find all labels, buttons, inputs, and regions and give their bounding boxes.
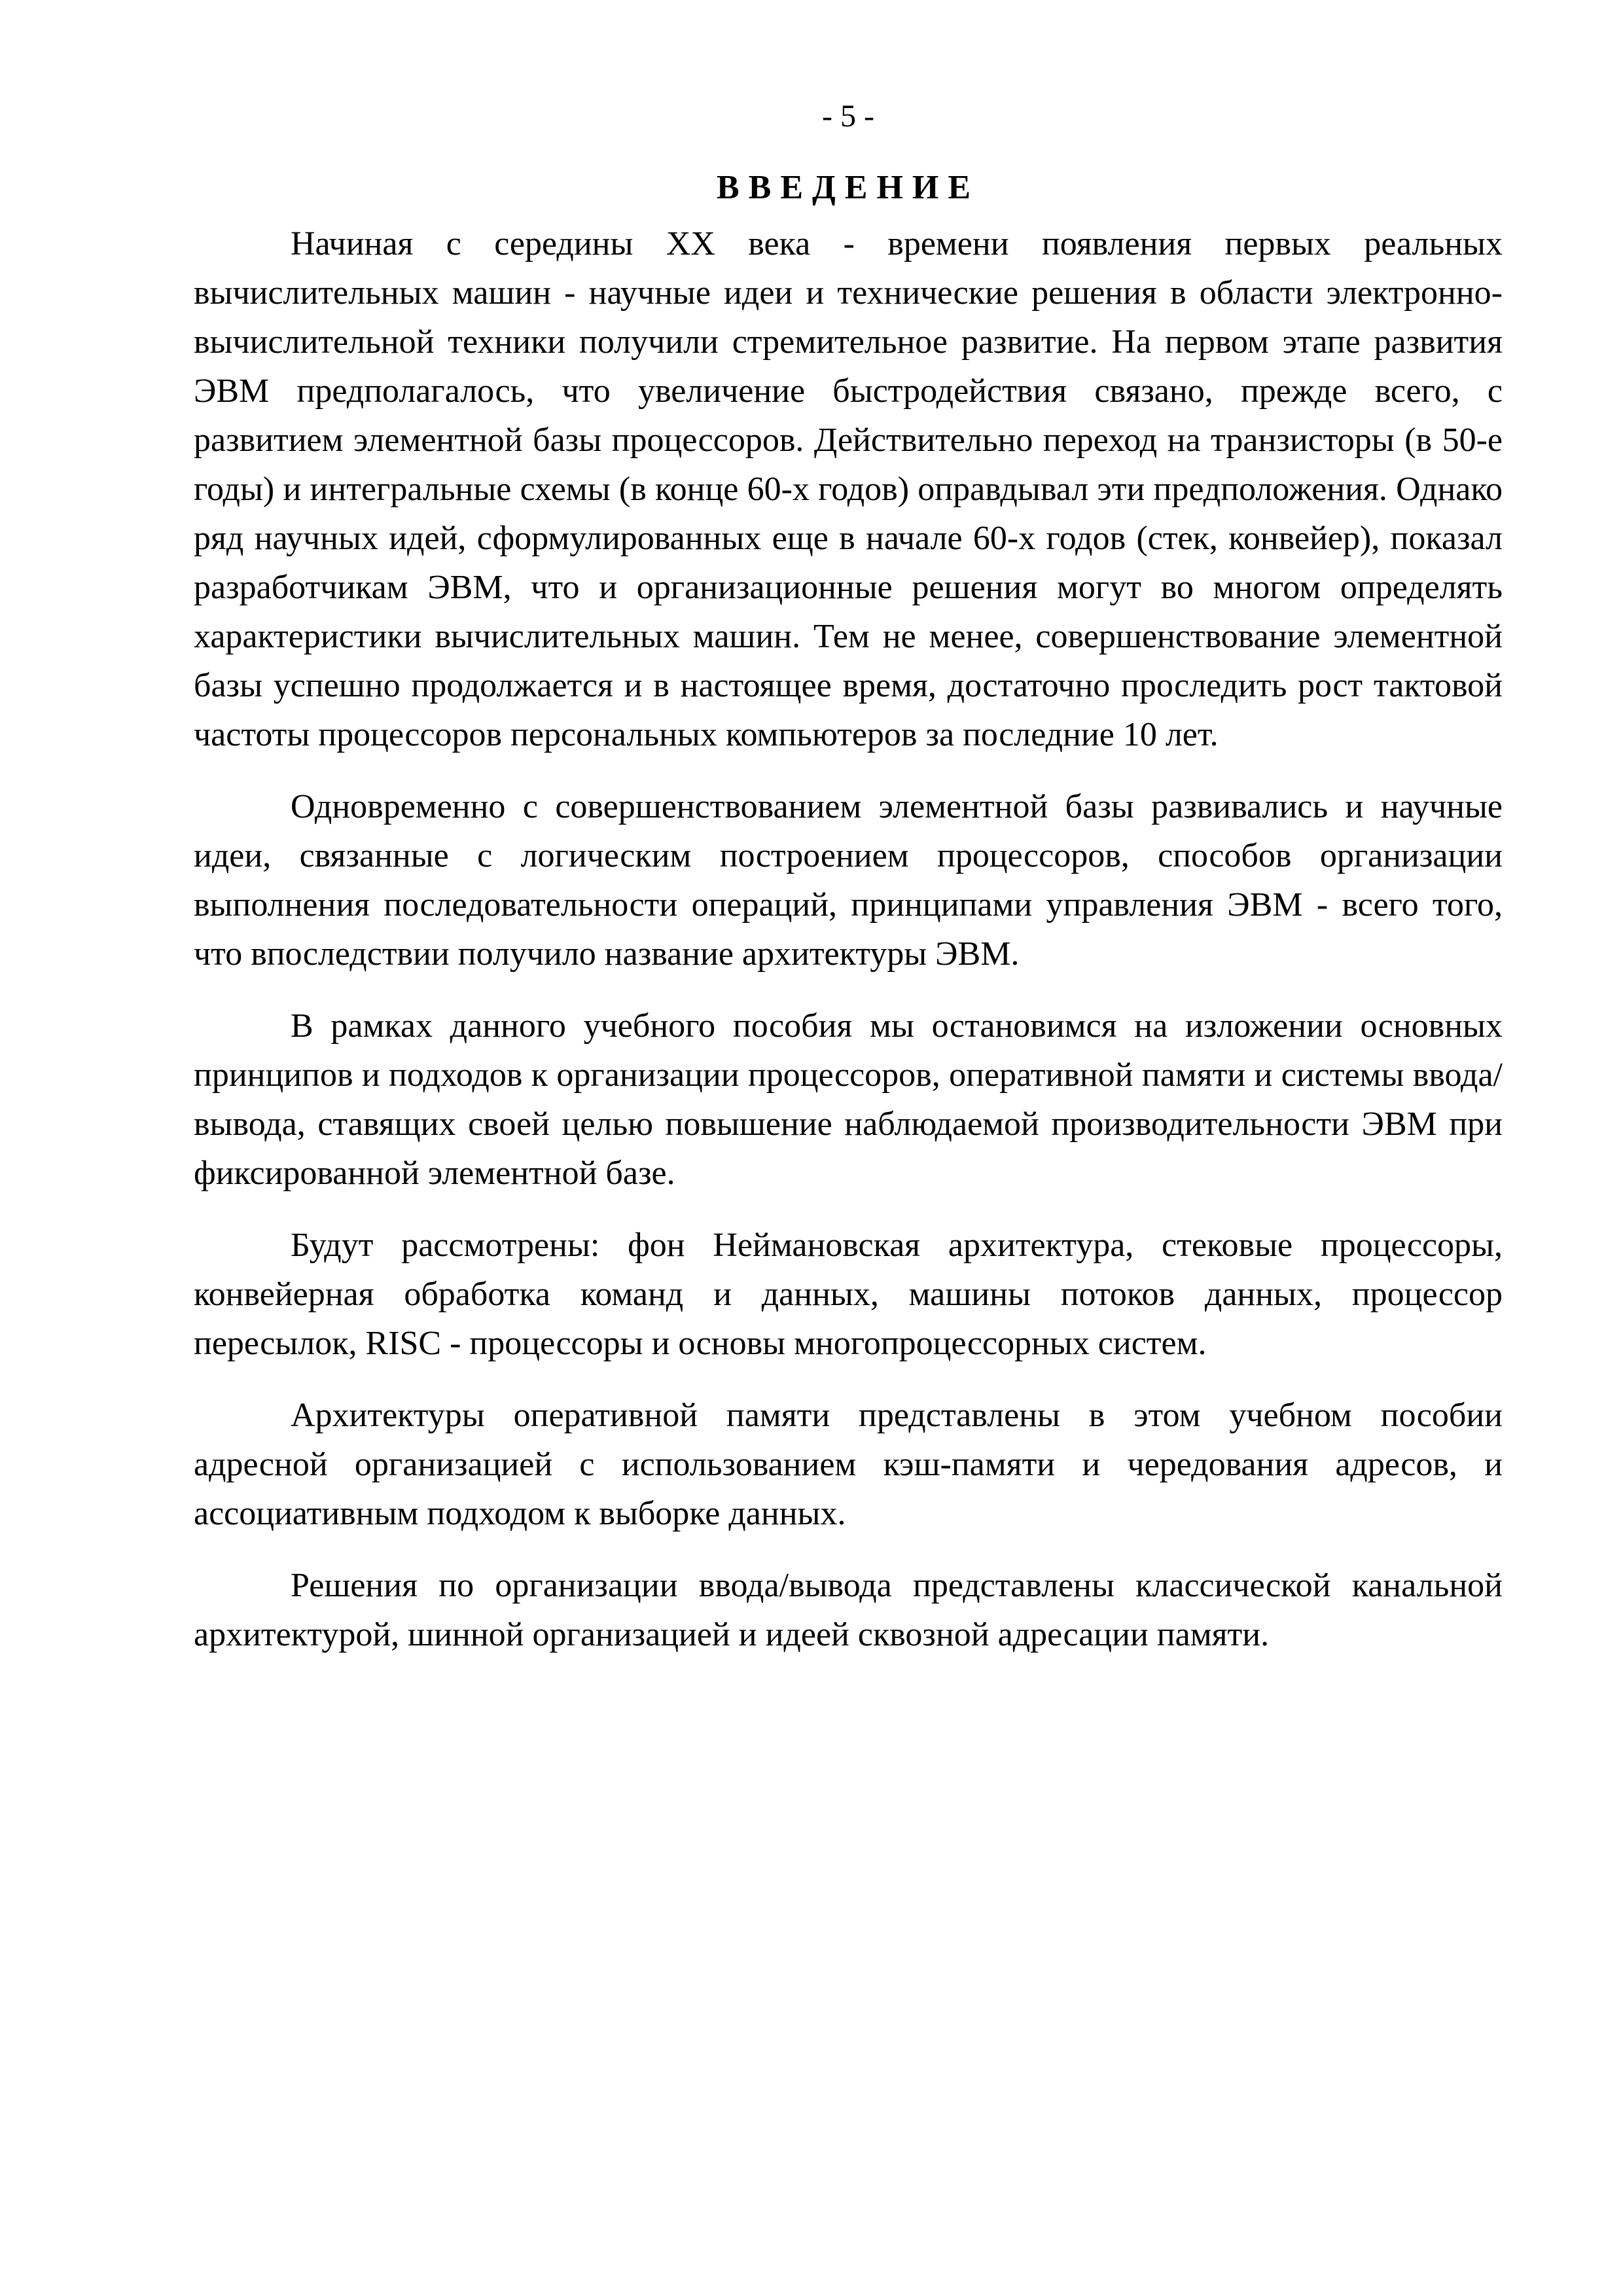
paragraph-3: В рамках данного учебного пособия мы остановимся на изложении основных принципов и подходов к организации процессоров, оперативной памяти и системы ввода/вывода, ставящих своей целью повышение наблюдаемой производительности ЭВМ при фиксированной элементной базе. bbox=[194, 1007, 1503, 1192]
body-text bbox=[194, 219, 1503, 1682]
paragraph-1: Начиная с середины XX века - времени появления первых реальных вычислительных машин - научные идеи и технические решения в области электронно-вычислительной техники получили стремительное развитие. На первом этапе развития ЭВМ предполагалось, что увеличение быстродействия связано, прежде всего, с развитием элементной базы процессоров. Действительно переход на транзисторы (в 50-е годы) и интегральные схемы (в конце 60-х годов) оправдывал эти предположения. Однако ряд научных идей, сформулированных еще в начале 60-х годов (стек, конвейер), показал разработчикам ЭВМ, что и организационные решения могут во многом определять характеристики вычислительных машин. Тем не менее, совершенствование элементной базы успешно продолжается и в настоящее время, достаточно проследить рост тактовой частоты процессоров персональных компьютеров за последние 10 лет. bbox=[194, 225, 1503, 753]
paragraph-5: Архитектуры оперативной памяти представлены в этом учебном пособии адресной организацией с использованием кэш-памяти и чередования адресов, и ассоциативным подходом к выборке данных. bbox=[194, 1397, 1503, 1532]
paragraph-2: Одновременно с совершенствованием элементной базы развивались и научные идеи, связанные с логическим построением процессоров, способов организации выполнения последовательности операций, принципами управления ЭВМ - всего того, что впоследствии получило название архитектуры ЭВМ. bbox=[194, 788, 1503, 973]
paragraph-4: Будут рассмотрены: фон Неймановская архитектура, стековые процессоры, конвейерная обработка команд и данных, машины потоков данных, процессор пересылок, RISC - процессоры и основы многопроцессорных систем. bbox=[194, 1227, 1503, 1362]
page-number: - 5 - bbox=[822, 99, 874, 134]
paragraph-6: Решения по организации ввода/вывода представлены классической канальной архитектурой, шинной организацией и идеей сквозной адресации памяти. bbox=[194, 1567, 1503, 1653]
page-title: ВВЕДЕНИЕ bbox=[716, 169, 980, 206]
